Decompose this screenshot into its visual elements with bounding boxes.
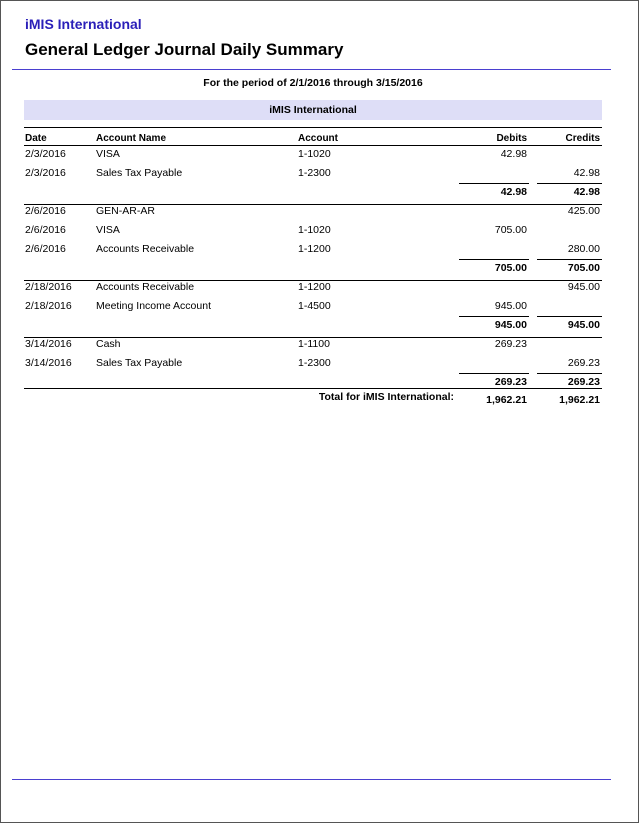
row-account: 1-1020 [298,223,331,236]
row-account-name: Meeting Income Account [96,299,211,312]
footer-divider [12,779,611,780]
row-credit: 945.00 [567,280,600,293]
row-account: 1-1100 [298,338,330,350]
column-header-account-name: Account Name [96,133,167,144]
row-credit: 269.23 [567,356,600,369]
subtotal-credit: 705.00 [567,262,600,275]
column-header-date: Date [25,133,47,144]
row-account-name: VISA [96,148,120,160]
subtotal-credit-rule [537,259,602,260]
row-account-name: VISA [96,223,120,236]
row-date: 2/6/2016 [25,205,66,218]
row-credit: 425.00 [567,205,600,218]
subtotal-credit: 269.23 [567,376,600,389]
row-date: 2/18/2016 [25,280,72,293]
grand-total-credits: 1,962.21 [559,394,600,406]
column-header-account: Account [298,133,338,144]
row-account-name: Accounts Receivable [96,242,195,255]
row-account: 1-1020 [298,148,331,160]
subtotal-debit-rule [459,183,529,184]
row-credit: 280.00 [567,242,600,255]
row-debit: 269.23 [494,338,527,350]
row-date: 2/18/2016 [25,299,72,312]
column-header-debits: Debits [496,133,527,144]
subtotal-credit: 945.00 [567,319,600,332]
subtotal-debit-rule [459,316,529,317]
organization-name: iMIS International [25,16,142,32]
column-header-rule [24,145,602,146]
grand-total-debits: 1,962.21 [486,394,527,406]
row-date: 2/6/2016 [25,242,66,255]
subtotal-debit: 42.98 [500,186,527,199]
table-top-rule [24,127,602,128]
row-account-name: Accounts Receivable [96,280,195,293]
group-header: iMIS International [24,100,602,120]
row-account: 1-1200 [298,280,331,293]
row-account: 1-1200 [298,242,331,255]
row-account-name: Sales Tax Payable [96,356,183,369]
report-period: For the period of 2/1/2016 through 3/15/2016 [203,77,423,89]
subtotal-credit-rule [537,373,602,374]
subtotal-credit-rule [537,316,602,317]
grand-total-rule [24,388,602,389]
row-date: 2/6/2016 [25,223,66,236]
row-account-name: Cash [96,338,121,350]
subtotal-debit: 269.23 [494,376,527,389]
row-debit: 945.00 [494,299,527,312]
subtotal-debit-rule [459,373,529,374]
subtotal-credit-rule [537,183,602,184]
subtotal-debit: 945.00 [494,319,527,332]
column-header-credits: Credits [565,133,600,144]
subtotal-debit-rule [459,259,529,260]
row-date: 2/3/2016 [25,148,66,160]
row-date: 2/3/2016 [25,166,66,179]
header-divider [12,69,611,70]
row-debit: 705.00 [494,223,527,236]
row-account: 1-4500 [298,299,331,312]
row-account: 1-2300 [298,356,331,369]
row-account: 1-2300 [298,166,331,179]
report-title: General Ledger Journal Daily Summary [25,40,344,59]
row-account-name: GEN-AR-AR [96,205,155,218]
subtotal-credit: 42.98 [573,186,600,199]
subtotal-debit: 705.00 [494,262,527,275]
grand-total-label: Total for iMIS International: [318,391,454,403]
row-debit: 42.98 [500,148,527,160]
row-date: 3/14/2016 [25,338,72,350]
row-date: 3/14/2016 [25,356,72,369]
row-credit: 42.98 [573,166,600,179]
row-account-name: Sales Tax Payable [96,166,183,179]
